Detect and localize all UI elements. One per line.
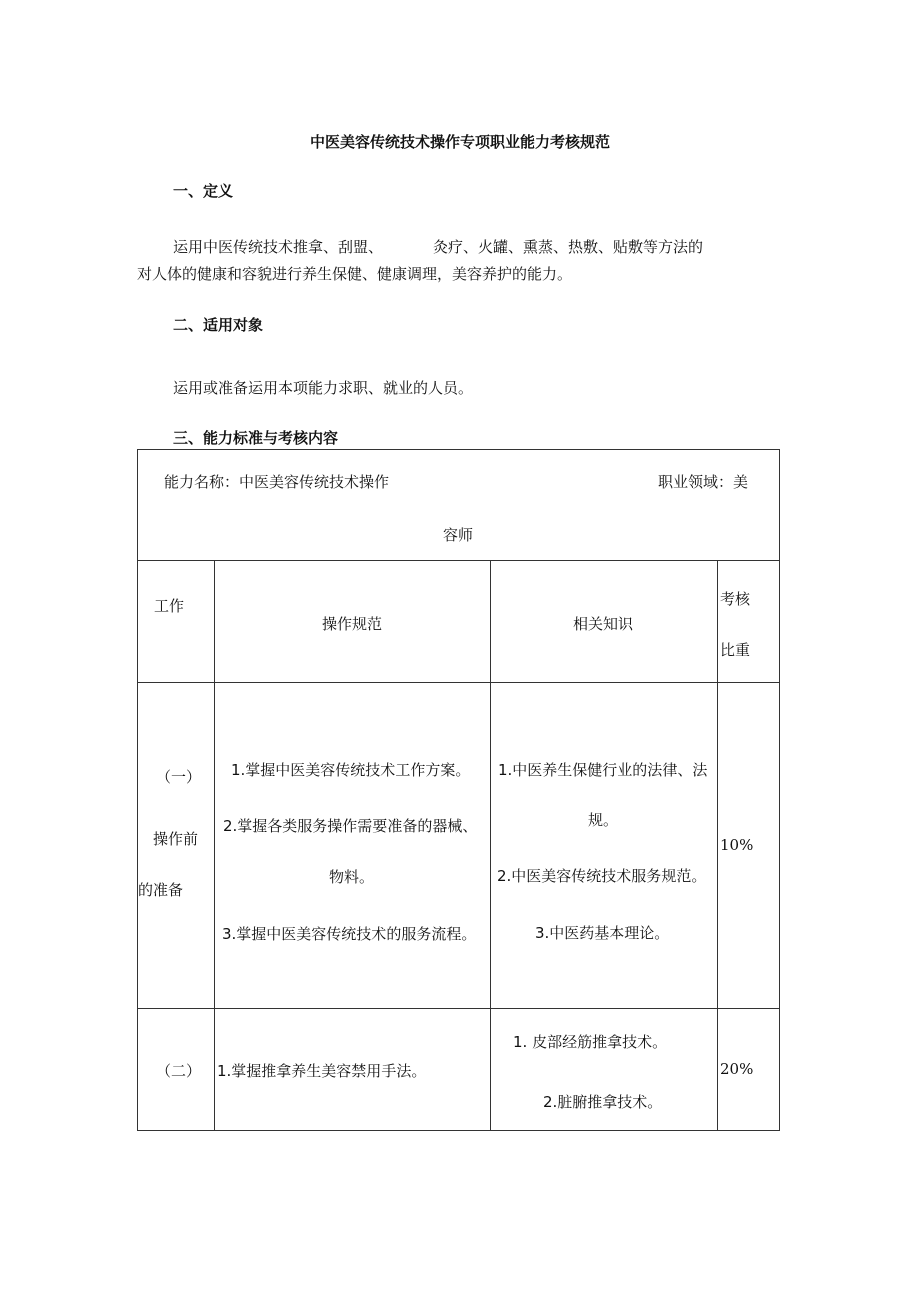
table-info-row bbox=[138, 450, 780, 561]
section-2-heading: 二、适用对象 bbox=[173, 316, 264, 334]
row2-knowledge-line2: 2.脏腑推拿技术。 bbox=[543, 1093, 663, 1111]
row1-ops-line1: 1.掌握中医美容传统技术工作方案。 bbox=[231, 761, 471, 779]
table-row bbox=[138, 683, 780, 1009]
header-operation-spec: 操作规范 bbox=[322, 615, 383, 633]
career-field-label: 职业领域：美 bbox=[658, 473, 749, 491]
applicable-body: 运用或准备运用本项能力求职、就业的人员。 bbox=[173, 379, 474, 397]
row1-knowledge-line1: 1.中医养生保健行业的法律、法 bbox=[498, 761, 708, 779]
row1-ops-line4: 3.掌握中医美容传统技术的服务流程。 bbox=[222, 925, 477, 943]
ability-standard-table bbox=[137, 449, 780, 1131]
header-related-knowledge: 相关知识 bbox=[573, 615, 634, 633]
career-field-label-cont: 容师 bbox=[443, 526, 474, 544]
header-weight-b: 比重 bbox=[720, 641, 751, 659]
table-row bbox=[138, 1009, 780, 1131]
header-weight-a: 考核 bbox=[720, 590, 751, 608]
row1-ops-line2: 2.掌握各类服务操作需要准备的器械、 bbox=[223, 817, 478, 835]
section-1-heading: 一、定义 bbox=[173, 182, 234, 200]
definition-line-1b: 灸疗、火罐、熏蒸、热敷、贴敷等方法的 bbox=[433, 238, 704, 256]
definition-line-2: 对人体的健康和容貌进行养生保健、健康调理，美容养护的能力。 bbox=[137, 265, 573, 283]
row2-ops-line1: 1.掌握推拿养生美容禁用手法。 bbox=[217, 1062, 427, 1080]
row1-knowledge-line4: 3.中医药基本理论。 bbox=[535, 924, 670, 942]
document-title: 中医美容传统技术操作专项职业能力考核规范 bbox=[309, 133, 610, 151]
header-work: 工作 bbox=[154, 597, 185, 615]
row1-knowledge-line3: 2.中医美容传统技术服务规范。 bbox=[497, 867, 707, 885]
section-3-heading: 三、能力标准与考核内容 bbox=[173, 429, 339, 447]
row2-knowledge-line1: 1. 皮部经筋推拿技术。 bbox=[513, 1033, 668, 1051]
ability-name: 能力名称：中医美容传统技术操作 bbox=[164, 473, 390, 491]
table-header-row bbox=[138, 561, 780, 683]
row2-weight: 20% bbox=[720, 1060, 754, 1078]
row1-work-line3: 的准备 bbox=[138, 881, 184, 899]
row1-knowledge-line2: 规。 bbox=[588, 811, 619, 829]
row1-ops-line3: 物料。 bbox=[329, 868, 375, 886]
row1-weight: 10% bbox=[720, 836, 754, 854]
definition-line-1a: 运用中医传统技术推拿、刮盟、 bbox=[173, 238, 384, 256]
row2-work-line1: （二） bbox=[156, 1062, 202, 1080]
row1-work-line2: 操作前 bbox=[153, 830, 199, 848]
row1-work-line1: （一） bbox=[156, 768, 202, 786]
